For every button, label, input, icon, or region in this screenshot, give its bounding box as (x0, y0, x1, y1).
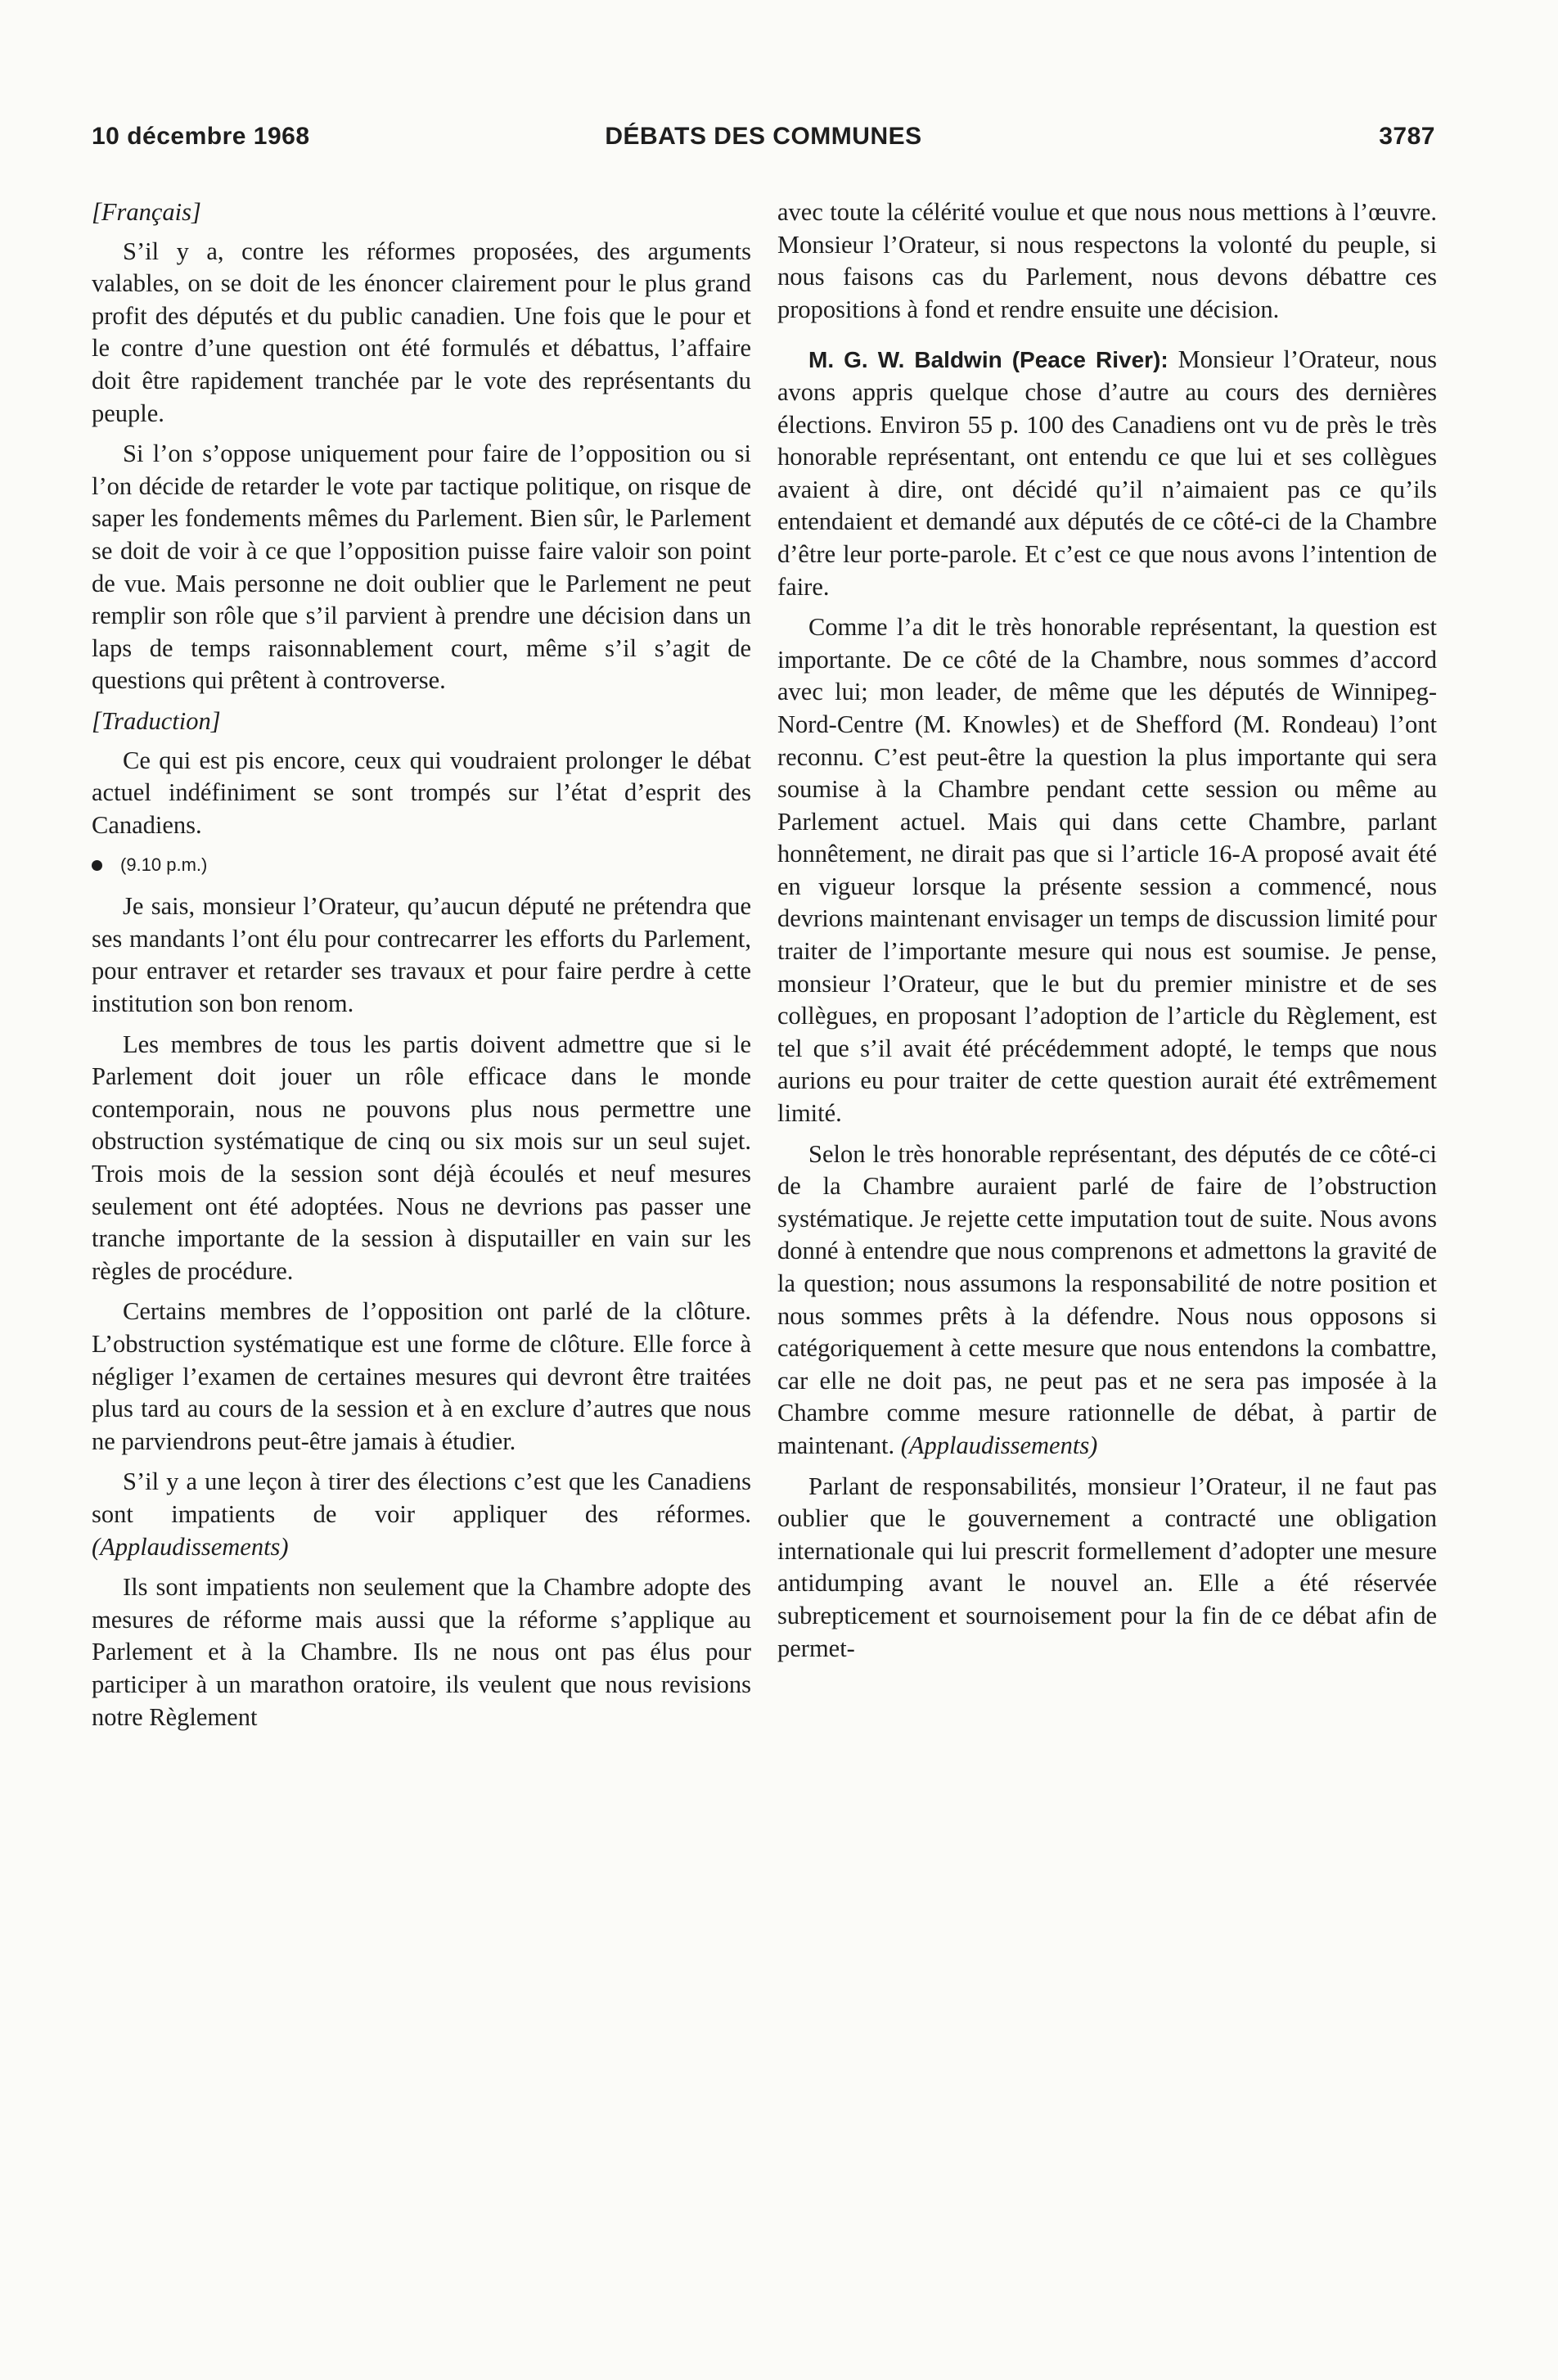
paragraph (92, 1466, 751, 1563)
paragraph: Les membres de tous les partis doivent admettre que si le Parlement doit jouer un rôle efficace dans le monde contemporain, nous ne pouvons plus nous permettre une obstruction systématique de cinq ou six mois sur un seul sujet. Trois mois de la session sont déjà écoulés et neuf mesures seulement ont été adoptées. Nous ne devrions pas passer une tranche importante de la session à disputailler en vain sur les règles de procédure. (92, 1030, 751, 1285)
paragraph-text: S’il y a une leçon à tirer des élections c’est que les Canadiens sont impatients de voir appliquer des réformes. (92, 1467, 751, 1528)
header-title: DÉBATS DES COMMUNES (605, 123, 922, 150)
applause-note: (Applaudissements) (92, 1532, 289, 1561)
paragraph: Comme l’a dit le très honorable représentant, la question est importante. De ce côté de la Chambre, nous sommes d’accord avec lui; mon leader, de même que les députés de Winnipeg-Nord-Centre (M. Knowles) et de Shefford (M. Rondeau) l’ont reconnu. C’est peut-être la question la plus importante qui sera soumise à la Chambre pendant cette session ou même au Parlement actuel. Mais qui dans cette Chambre, parlant honnêtement, ne dirait pas que si l’article 16-A proposé avait été en vigueur lorsque la présente session a commencé, nous devrions maintenant envisager un temps de discussion limité pour traiter de l’importante mesure qui nous est soumise. Je pense, monsieur l’Orateur, que le but du premier ministre et de ses collègues, en proposant l’adoption de l’article du Règlement, est tel que s’il avait été précédemment adopté, le temps que nous aurions eu pour traiter de cette question aurait été extrêmement limité. (777, 613, 1437, 1128)
paragraph (777, 1138, 1437, 1463)
paragraph: Ce qui est pis encore, ceux qui voudraient prolonger le débat actuel indéfiniment se sont trompés sur l’état d’esprit des Canadiens. (92, 746, 751, 839)
paragraph: avec toute la célérité voulue et que nous nous mettions à l’œuvre. Monsieur l’Orateur, si nous respectons la volonté du peuple, si nous faisons cas du Parlement, nous devons débattre ces propositions à fond et rendre ensuite une décision. (777, 198, 1437, 323)
paragraph: Parlant de responsabilités, monsieur l’Orateur, il ne faut pas oublier que le gouvernement a contracté une obligation internationale qui lui prescrit formellement d’adopter une mesure antidumping avant le nouvel an. Elle a été réservée subrepticement et sournoisement pour la fin de ce débat afin de permet- (777, 1472, 1437, 1662)
language-marker: [Français] (92, 198, 201, 226)
right-column (777, 196, 1437, 1673)
bullet-icon (92, 860, 102, 871)
time-text: (9.10 p.m.) (120, 854, 208, 876)
speaker-name: M. G. W. Baldwin (Peace River): (808, 347, 1168, 373)
paragraph-text: Monsieur l’Orateur, nous avons appris quelque chose d’autre au cours des dernières élections. Environ 55 p. 100 des Canadiens ont vu de près le très honorable représentant, ont entendu ce que lui et ses collègues avaient à dire, ont décidé qu’il n’aimaient pas ce qu’ils entendaient et demandé aux députés de ce côté-ci de la Chambre d’être leur porte-parole. Et c’est ce que nous avons l’intention de faire. (777, 345, 1437, 601)
paragraph: Ils sont impatients non seulement que la Chambre adopte des mesures de réforme mais aussi que la réforme s’applique au Parlement et à la Chambre. Ils ne nous ont pas élus pour participer à un marathon oratoire, ils veulent que nous revisions notre Règlement (92, 1573, 751, 1731)
header-date: 10 décembre 1968 (92, 123, 310, 150)
header-page-number: 3787 (1379, 123, 1435, 150)
paragraph: Si l’on s’oppose uniquement pour faire de l’opposition ou si l’on décide de retarder le vote par tactique politique, on risque de saper les fondements mêmes du Parlement. Bien sûr, le Parlement se doit de voir à ce que l’opposition puisse faire valoir son point de vue. Mais personne ne doit oublier que le Parlement ne peut remplir son rôle que s’il parvient à prendre une décision dans un laps de temps raisonnablement court, même s’il s’agit de questions qui prêtent à controverse. (92, 439, 751, 695)
page-header (92, 123, 1435, 164)
paragraph: Je sais, monsieur l’Orateur, qu’aucun député ne prétendra que ses mandants l’ont élu pour contrecarrer les efforts du Parlement, pour entraver et retarder ses travaux et pour faire perdre à cette institution son bon renom. (92, 892, 751, 1018)
paragraph (777, 344, 1437, 603)
paragraph: Certains membres de l’opposition ont parlé de la clôture. L’obstruction systématique est une forme de clôture. Elle force à négliger l’examen de certaines mesures qui devront être traitées plus tard au cours de la session et à en exclure d’autres que nous ne parviendrons peut-être jamais à étudier. (92, 1297, 751, 1455)
left-column (92, 196, 751, 1742)
time-marker (92, 853, 751, 877)
paragraph: S’il y a, contre les réformes proposées, des arguments valables, on se doit de les énoncer clairement pour le plus grand profit des députés et du public canadien. Une fois que le pour et le contre d’une question ont été formulés et débattus, l’affaire doit être rapidement tranchée par le vote des représentants du peuple. (92, 237, 751, 427)
paragraph-text: Selon le très honorable représentant, des députés de ce côté-ci de la Chambre auraient parlé de faire de l’obstruction systématique. Je rejette cette imputation tout de suite. Nous avons donné à entendre que nous comprenons et admettons la gravité de la question; nous assumons la responsabilité de notre position et nous sommes prêts à la défendre. Nous nous opposons si catégoriquement à cette mesure que nous entendons la combattre, car elle ne doit pas, ne peut pas et ne sera pas imposée à la Chambre comme mesure rationnelle de débat, à partir de maintenant. (777, 1139, 1437, 1459)
language-marker: [Traduction] (92, 706, 221, 735)
applause-note: (Applaudissements) (900, 1431, 1098, 1459)
